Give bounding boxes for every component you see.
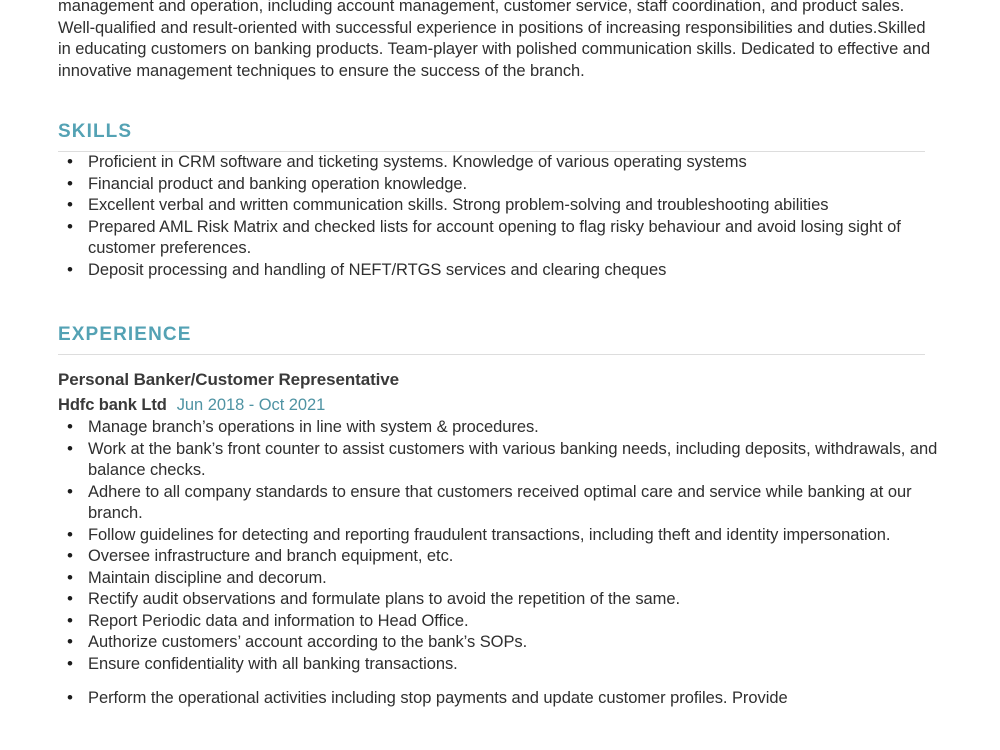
experience-section xyxy=(58,323,942,710)
job-company: Hdfc bank Ltd xyxy=(58,396,167,414)
experience-entry xyxy=(58,369,942,710)
professional-summary-text: management and operation, including account management, customer service, staff coordination, and product sales. Well-qualified and result-oriented with successful experience in positions of increasing responsibilities and duties.Skilled in educating customers on banking products. Team-player with polished communication skills. Dedicated to effective and innovative management techniques to ensure the success of the branch. xyxy=(58,0,931,80)
list-item: • Financial product and banking operation knowledge. xyxy=(58,174,942,196)
job-dates: Jun 2018 - Oct 2021 xyxy=(176,396,326,414)
list-item: • Adhere to all company standards to ensure that customers received optimal care and service while banking at our branch. xyxy=(58,482,942,525)
job-meta xyxy=(58,394,942,417)
list-item: • Ensure confidentiality with all banking transactions. xyxy=(58,654,942,676)
list-item: • Rectify audit observations and formulate plans to avoid the repetition of the same. xyxy=(58,589,942,611)
skills-section xyxy=(58,120,942,281)
list-item: • Excellent verbal and written communication skills. Strong problem-solving and troubleshooting abilities xyxy=(58,195,942,217)
list-item: • Report Periodic data and information to Head Office. xyxy=(58,611,942,633)
job-title: Personal Banker/Customer Representative xyxy=(58,370,399,389)
list-item: • Authorize customers’ account according to the bank’s SOPs. xyxy=(58,632,942,654)
experience-divider xyxy=(58,354,925,355)
skills-list xyxy=(58,152,942,281)
job-responsibilities-list xyxy=(58,417,942,710)
list-item: • Work at the bank’s front counter to assist customers with various banking needs, including deposits, withdrawals, and balance checks. xyxy=(58,439,942,482)
list-item: • Oversee infrastructure and branch equipment, etc. xyxy=(58,546,942,568)
professional-summary-section xyxy=(58,0,942,82)
experience-heading: EXPERIENCE xyxy=(58,324,192,345)
list-item: • Prepared AML Risk Matrix and checked lists for account opening to flag risky behaviour and avoid losing sight of customer preferences. xyxy=(58,217,942,260)
list-item: • Manage branch’s operations in line with system & procedures. xyxy=(58,417,942,439)
list-item: • Maintain discipline and decorum. xyxy=(58,568,942,590)
list-item: • Perform the operational activities including stop payments and update customer profiles. Provide xyxy=(58,688,942,710)
list-item: • Deposit processing and handling of NEFT/RTGS services and clearing cheques xyxy=(58,260,942,282)
list-item: • Follow guidelines for detecting and reporting fraudulent transactions, including theft and identity impersonation. xyxy=(58,525,942,547)
list-item: • Proficient in CRM software and ticketing systems. Knowledge of various operating systems xyxy=(58,152,942,174)
skills-heading: SKILLS xyxy=(58,121,133,142)
